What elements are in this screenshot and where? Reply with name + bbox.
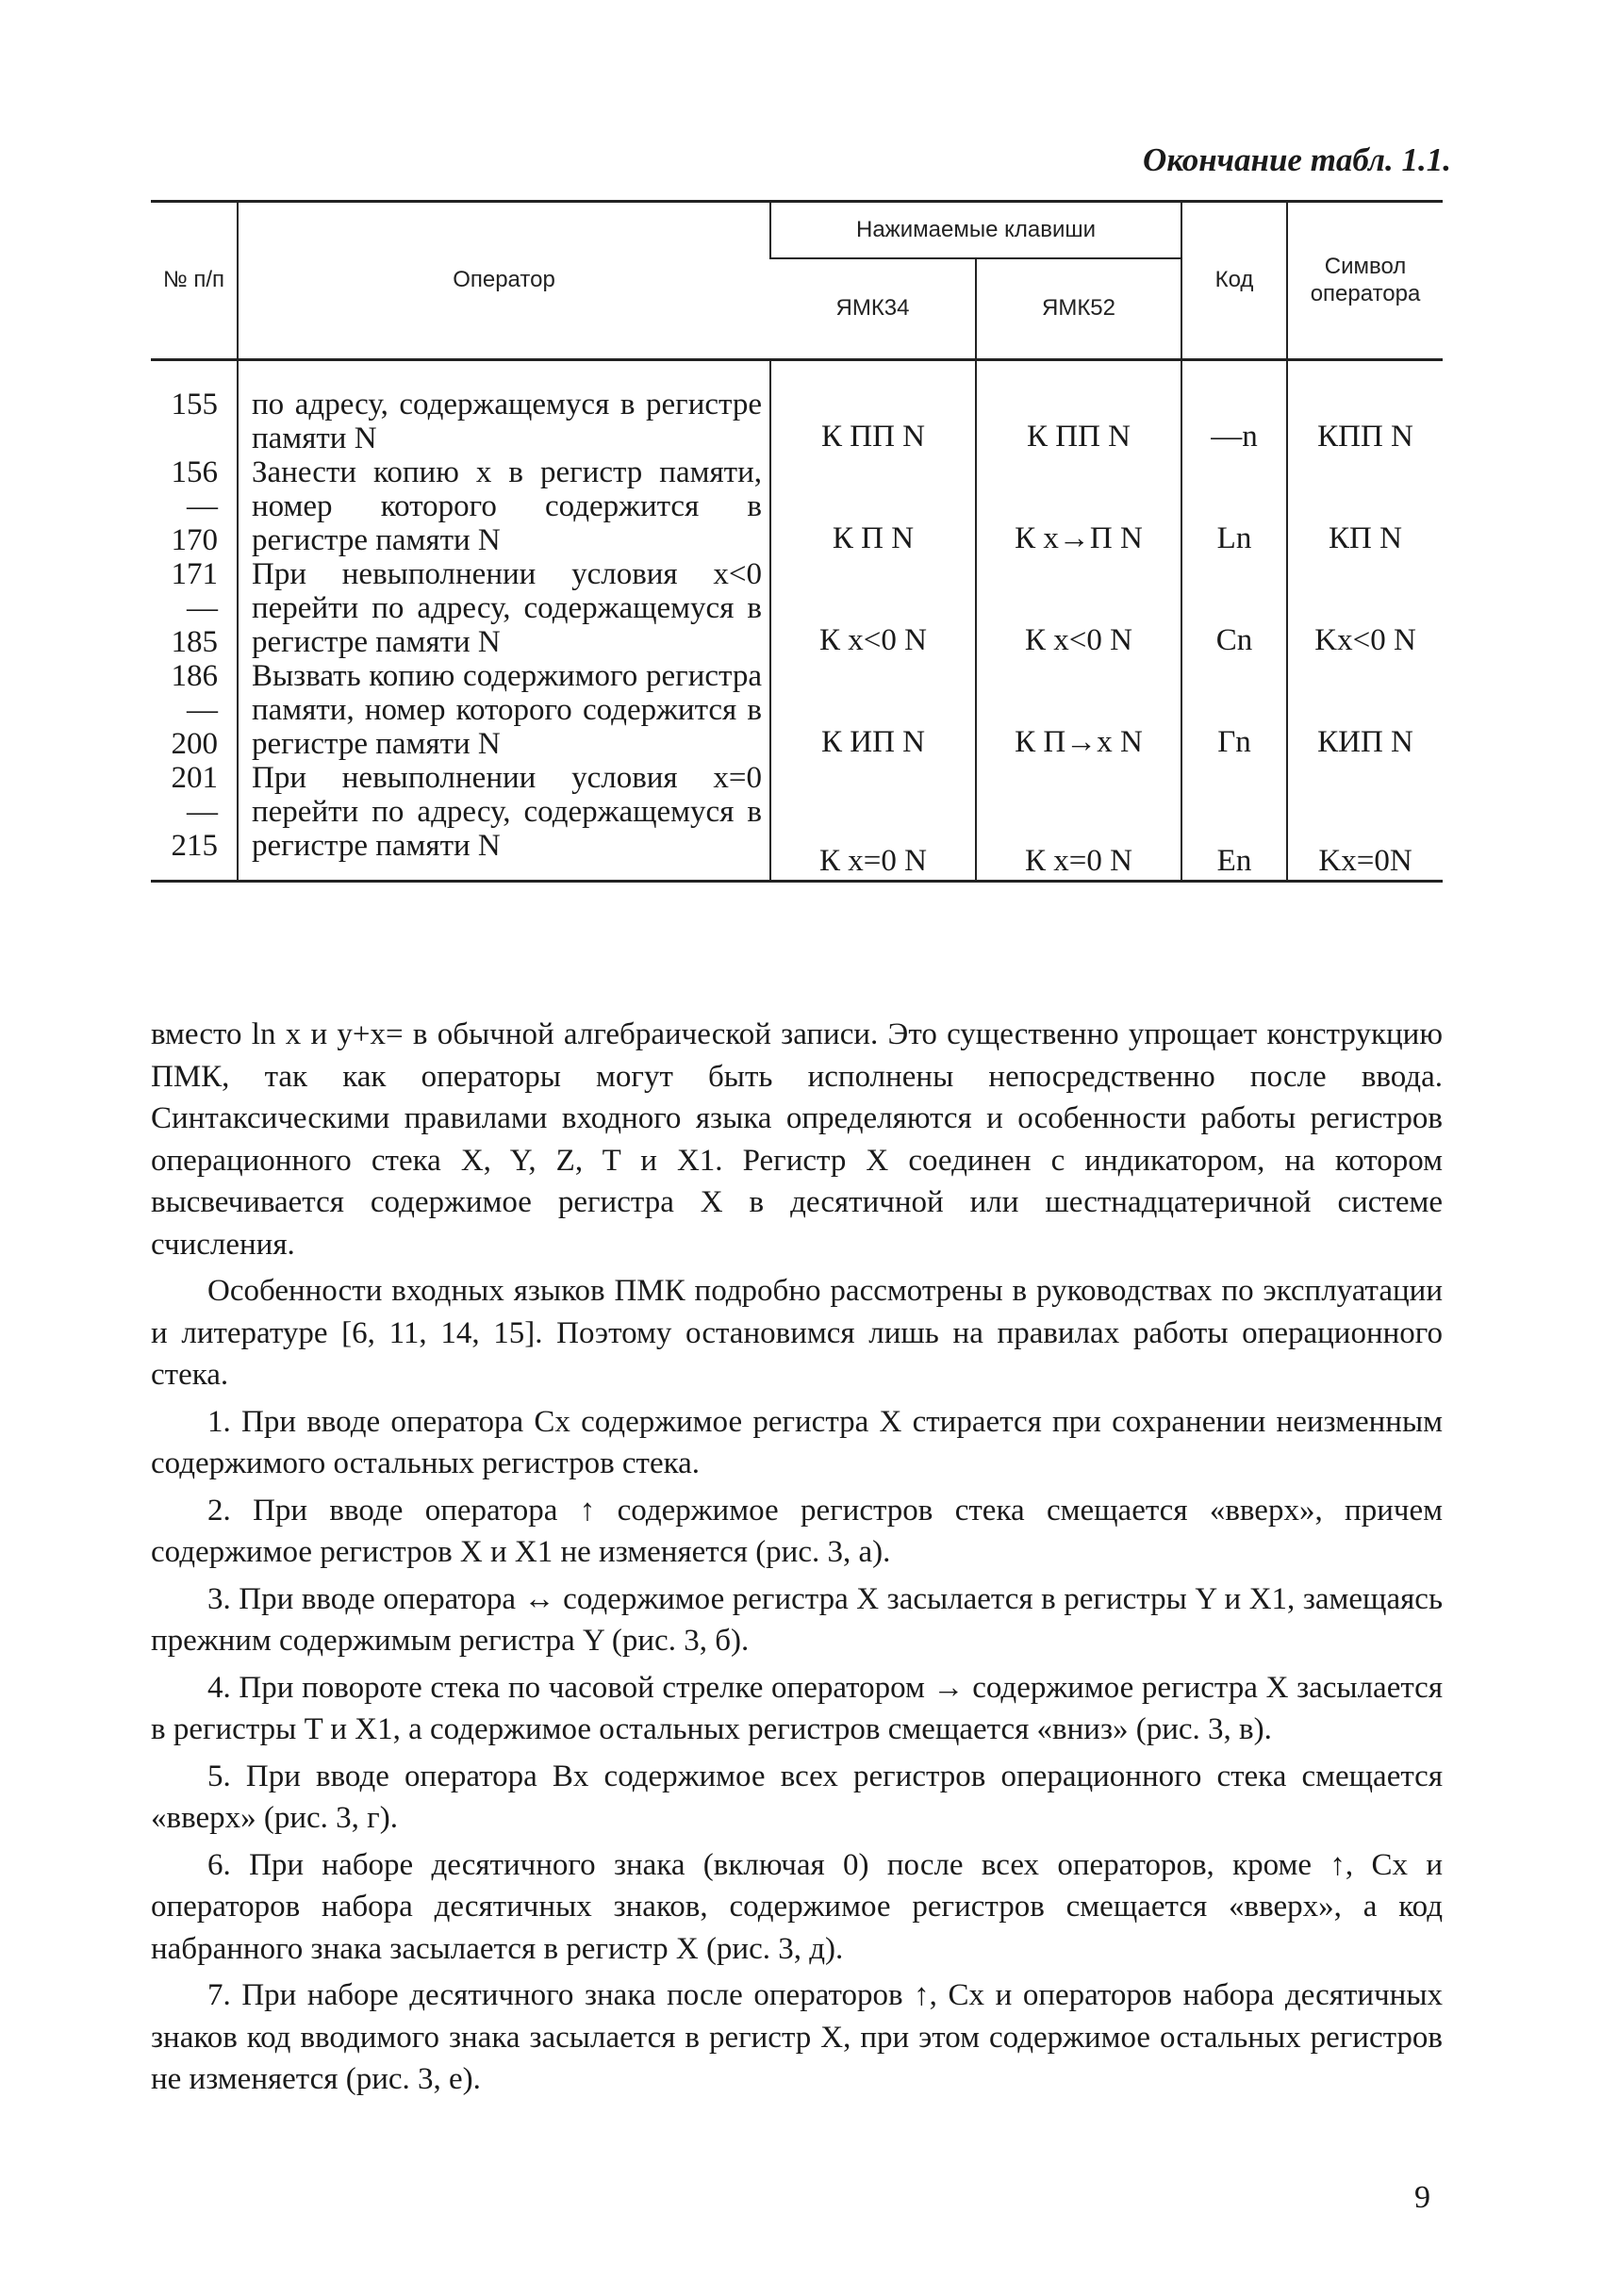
row-number [151, 360, 238, 456]
table-caption: Окончание табл. 1.1. [1143, 141, 1451, 178]
row-operator: При невыполнении условия x<0 перейти по адресу, содержащемуся в регистре памяти N [238, 557, 770, 659]
list-item: 4. При повороте стека по часовой стрелке оператором → содержимое регистра X засылается в регистры T и X1, а содержимое остальных регистров смещается «вниз» (рис. 3, в). [151, 1670, 1443, 1746]
row-number-start: 156— [171, 455, 218, 523]
row-key-yamk52: К ПП N [976, 360, 1181, 456]
row-symbol: КП N [1287, 455, 1443, 557]
header-code: Код [1181, 202, 1287, 360]
row-key-yamk34: К x<0 N [770, 557, 976, 659]
row-number [151, 761, 238, 882]
row-number [151, 455, 238, 557]
header-num: № п/п [162, 267, 225, 293]
table-row [151, 557, 1443, 659]
row-key-yamk34: К ПП N [770, 360, 976, 456]
body-text [151, 1014, 1443, 2106]
row-number-start: 186— [171, 659, 218, 727]
table-row [151, 761, 1443, 882]
paragraph: вместо ln x и y+x= в обычной алгебраической записи. Это существенно упрощает конструкцию ПМК, так как операторы могут быть исполнены непосредственно после ввода. Синтаксическими правилами входного языка определяются и особенности работы регистров операционного стека X, Y, Z, T и X1. Регистр X соединен с индикатором, на котором высвечивается содержимое регистра X в десятичной или шестнадцатеричной системе счисления. [151, 1017, 1443, 1262]
row-number [151, 557, 238, 659]
row-operator: Вызвать копию содержимого регистра памяти, номер которого содержится в регистре памяти N [238, 659, 770, 761]
row-code: —n [1181, 360, 1287, 456]
row-key-yamk52: К x→П N [976, 455, 1181, 557]
row-number-end: 170 [171, 523, 218, 557]
header-key-yamk34: ЯМК34 [835, 295, 910, 322]
list-item: 7. При наборе десятичного знака после операторов ↑, Cx и операторов набора десятичных знаков код вводимого знака засылается в регистр X, при этом содержимое остальных регистров не изменяется (рис. 3, е). [151, 1978, 1443, 2096]
row-number-end: 185 [171, 625, 218, 659]
operator-table [151, 200, 1443, 883]
row-operator: Занести копию x в регистр памяти, номер которого содержится в регистре памяти N [238, 455, 770, 557]
row-key-yamk34: К ИП N [770, 659, 976, 761]
row-symbol: КПП N [1287, 360, 1443, 456]
row-operator: При невыполнении условия x=0 перейти по адресу, содержащемуся в регистре памяти N [238, 761, 770, 882]
table-header [151, 202, 1443, 360]
row-number-start: 201— [171, 761, 218, 829]
table-row [151, 455, 1443, 557]
row-operator: по адресу, содержащемуся в регистре памяти N [238, 360, 770, 456]
row-number-end: 215 [171, 829, 218, 863]
header-operator: Оператор [238, 202, 770, 360]
row-key-yamk52: К П→x N [976, 659, 1181, 761]
header-keys-group: Нажимаемые клавиши [770, 202, 1181, 259]
list-item: 1. При вводе оператора Cx содержимое регистра X стирается при сохранении неизменным содержимого остальных регистров стека. [151, 1404, 1443, 1480]
row-code: Cn [1181, 557, 1287, 659]
operator-table-container [151, 200, 1443, 883]
row-number [151, 659, 238, 761]
row-number-end: 200 [171, 727, 218, 761]
row-key-yamk34: К П N [770, 455, 976, 557]
row-symbol: Kx<0 N [1287, 557, 1443, 659]
table-row [151, 360, 1443, 456]
list-item: 5. При вводе оператора Bx содержимое всех регистров операционного стека смещается «вверх» (рис. 3, г). [151, 1759, 1443, 1835]
row-key-yamk52: К x=0 N [976, 761, 1181, 882]
row-number-start: 155 [171, 388, 218, 421]
row-code: En [1181, 761, 1287, 882]
table-row [151, 659, 1443, 761]
header-key-yamk52: ЯМК52 [976, 258, 1181, 360]
list-item: 3. При вводе оператора ↔ содержимое регистра X засылается в регистры Y и X1, замещаясь прежним содержимым регистра Y (рис. 3, б). [151, 1581, 1443, 1658]
page-number: 9 [1414, 2180, 1430, 2215]
row-key-yamk34: К x=0 N [770, 761, 976, 882]
list-item: 6. При наборе десятичного знака (включая 0) после всех операторов, кроме ↑, Cx и операторов набора десятичных знаков, содержимое регистров смещается «вверх», а код набранного знака засылается в регистр X (рис. 3, д). [151, 1847, 1443, 1966]
paragraph: Особенности входных языков ПМК подробно рассмотрены в руководствах по эксплуатации и литературе [6, 11, 14, 15]. Поэтому остановимся лишь на правилах работы операционного стека. [151, 1274, 1443, 1392]
row-number-start: 171— [171, 557, 218, 625]
row-code: Гn [1181, 659, 1287, 761]
header-symbol: Символ оператора [1287, 202, 1443, 360]
row-key-yamk52: К x<0 N [976, 557, 1181, 659]
row-code: Ln [1181, 455, 1287, 557]
list-item: 2. При вводе оператора ↑ содержимое регистров стека смещается «вверх», причем содержимое регистров X и X1 не изменяется (рис. 3, а). [151, 1493, 1443, 1569]
row-symbol: Kx=0N [1287, 761, 1443, 882]
row-symbol: КИП N [1287, 659, 1443, 761]
table-body [151, 360, 1443, 882]
